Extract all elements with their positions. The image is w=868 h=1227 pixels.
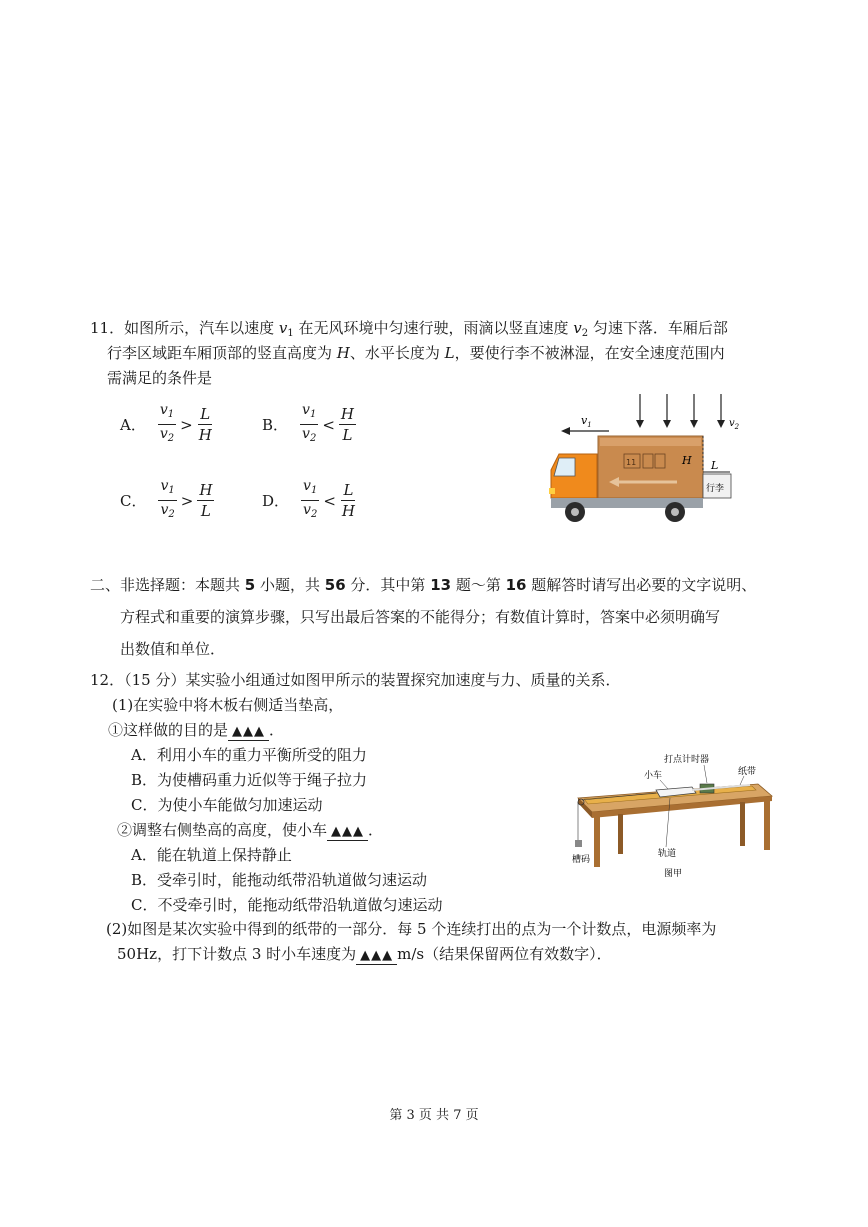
svg-text:行李: 行李 [706,484,725,494]
section2-line3: 出数值和单位． [120,640,226,658]
hanging-weight [575,840,582,847]
section2-line1: 二、非选择题：本题共 5 小题，共 56 分．其中第 13 题～第 16 题解答时请写出必要的文字说明、 [90,576,757,594]
q12-sub2-option-b: B．受牵引时，能拖动纸带沿轨道做匀速运动 [131,871,428,889]
svg-text:图甲: 图甲 [664,869,683,879]
v2-label: $v_2$ [729,418,740,431]
q12-sub1-option-c: C．为使小车能做匀加速运动 [131,796,323,814]
rain-arrows [640,394,721,422]
q12-sub1-option-a: A．利用小车的重力平衡所受的阻力 [131,746,367,764]
q12-sub1-option-b: B．为使槽码重力近似等于绳子拉力 [131,771,368,789]
svg-text:轨道: 轨道 [658,849,677,859]
option-c: C． $\frac{v_1}{v_2}$ > $\frac{H}{L}$ [120,478,213,520]
answer-blank-1: ▲▲▲ [228,724,269,741]
option-a: A． $\frac{v_1}{v_2}$ > $\frac{L}{H}$ [120,402,212,444]
v1-label: $v_1$ [581,414,592,429]
svg-text:槽码: 槽码 [572,855,591,865]
q12-intro: 12．（15 分）某实验小组通过如图甲所示的装置探究加速度与力、质量的关系． [90,671,621,689]
option-b: B． $\frac{v_1}{v_2}$ < $\frac{H}{L}$ [262,402,354,444]
q12-sub2-option-c: C．不受牵引时，能拖动纸带沿轨道做匀速运动 [131,896,443,914]
apparatus-figure [572,752,777,882]
q12-part2-line1: (2)如图是某次实验中得到的纸带的一部分．每 5 个连续打出的点为一个计数点，电源频率为 [106,920,717,938]
q12-sub1: ①这样做的目的是 ▲▲▲ ． [108,721,285,739]
q12-sub2-option-a: A．能在轨道上保持静止 [131,846,292,864]
svg-text:打点计时器: 打点计时器 [664,755,710,765]
l-label: L [711,459,719,472]
q12-part2-line2: 50Hz，打下计数点 3 时小车速度为 ▲▲▲ m/s（结果保留两位有效数字）． [117,945,612,963]
q12-sub2: ②调整右侧垫高的高度，使小车 ▲▲▲ ． [117,821,384,839]
q11-line3: 需满足的条件是 [107,369,213,387]
h-label: H [682,454,692,467]
svg-text:纸带: 纸带 [738,767,757,777]
answer-blank-2: ▲▲▲ [327,824,368,841]
q12-part1: (1)在实验中将木板右侧适当垫高， [112,696,344,714]
q11-line1: 11．如图所示，汽车以速度 $v_1$ 在无风环境中匀速行驶，雨滴以竖直速度 $v_2$ 匀速下落．车厢后部 [90,319,728,339]
option-d: D． $\frac{v_1}{v_2}$ < $\frac{L}{H}$ [262,478,355,520]
truck-figure [545,392,750,532]
svg-text:11: 11 [626,458,637,467]
q11-line2: 行李区域距车厢顶部的竖直高度为 H、水平长度为 L，要使行李不被淋湿，在安全速度范围内 [107,344,725,362]
answer-blank-3: ▲▲▲ [356,948,397,965]
table-leg [594,817,600,867]
section2-line2: 方程式和重要的演算步骤，只写出最后答案的不能得分；有数值计算时，答案中必须明确写 [120,608,721,626]
svg-text:小车: 小车 [644,771,663,781]
page-footer: 第 3 页 共 7 页 [389,1108,479,1123]
